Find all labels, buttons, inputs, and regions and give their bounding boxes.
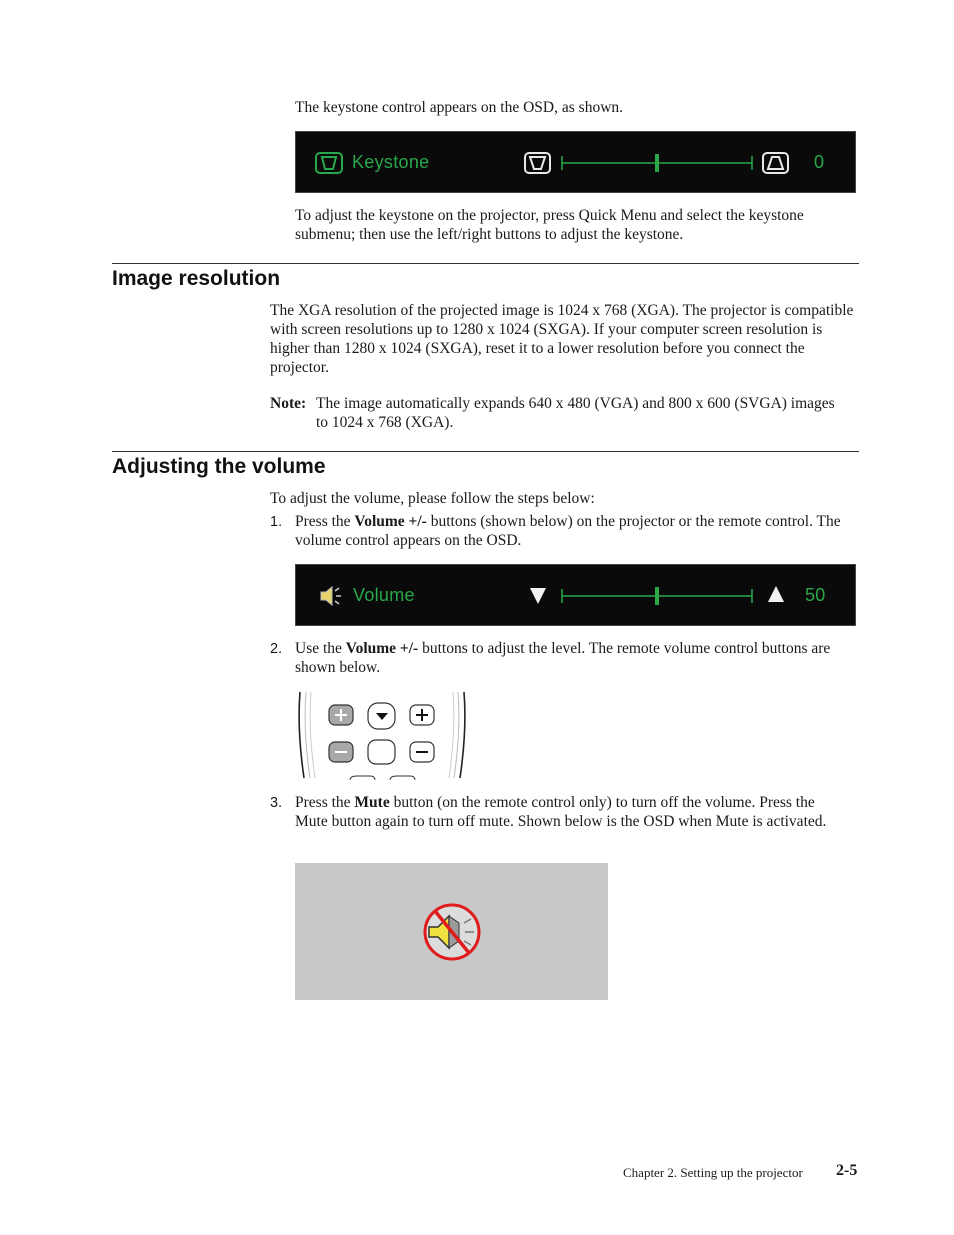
down-arrow-button[interactable] (368, 703, 395, 729)
keystone-slider-thumb[interactable] (655, 154, 659, 172)
mute-osd-panel (295, 863, 608, 1000)
volume-intro: To adjust the volume, please follow the steps below: (270, 490, 595, 507)
keystone-label: Keystone (352, 152, 430, 172)
volume-label: Volume (353, 585, 415, 605)
volume-osd-panel (295, 564, 856, 626)
volume-minus-button[interactable] (329, 742, 353, 762)
note-label: Note: (270, 395, 307, 412)
blank-button[interactable] (368, 740, 395, 764)
step-number: 2. (270, 641, 283, 657)
image-resolution-paragraph: The XGA resolution of the projected image is 1024 x 768 (XGA). The projector is compatible with screen resolutions up to 1280 x 1024 (SXGA). If your computer screen resolution is higher than 1280 x 1024 (SXGA), reset it to a lower resolution before you connect the projector. (270, 302, 854, 376)
keystone-osd-panel (295, 131, 856, 193)
keystone-instructions: To adjust the keystone on the projector, press Quick Menu and select the keystone submenu; then use the left/right buttons to adjust the keystone. (295, 207, 804, 243)
step-text: Press the Volume +/- buttons (shown below) on the projector or the remote control. The volume control appears on the OSD. (295, 513, 841, 549)
keystone-increase-icon[interactable] (762, 152, 789, 179)
section-divider (112, 451, 859, 452)
speaker-icon (318, 584, 344, 613)
volume-slider[interactable] (561, 585, 753, 612)
volume-up-icon[interactable] (767, 584, 785, 609)
keystone-value: 0 (814, 152, 825, 172)
volume-plus-button[interactable] (329, 705, 353, 725)
volume-heading: Adjusting the volume (112, 455, 326, 478)
step-text: Press the Mute button (on the remote control only) to turn off the volume. Press the Mute button again to turn off mute. Shown below is the OSD when Mute is activated. (295, 794, 827, 830)
step-1 (270, 512, 855, 550)
volume-down-icon[interactable] (529, 586, 547, 611)
image-resolution-heading: Image resolution (112, 267, 281, 290)
section-divider (112, 263, 859, 264)
keystone-slider[interactable] (561, 152, 753, 179)
note-text: The image automatically expands 640 x 480 (VGA) and 800 x 600 (SVGA) images to 1024 x 768 (XGA). (316, 395, 835, 431)
keystone-decrease-icon[interactable] (524, 152, 551, 179)
keystone-icon (315, 152, 343, 179)
volume-slider-thumb[interactable] (655, 587, 659, 605)
plus-button[interactable] (410, 705, 434, 725)
step-2 (270, 639, 855, 677)
volume-value: 50 (805, 585, 826, 605)
step-3 (270, 793, 855, 831)
minus-button[interactable] (410, 742, 434, 762)
step-number: 1. (270, 514, 283, 530)
page-number: 2-5 (836, 1162, 858, 1179)
remote-control-illustration (295, 690, 470, 780)
step-number: 3. (270, 795, 283, 811)
mute-icon (421, 903, 483, 966)
step-text: Use the Volume +/- buttons to adjust the level. The remote volume control buttons are shown below. (295, 640, 831, 676)
keystone-caption: The keystone control appears on the OSD, as shown. (295, 99, 624, 116)
footer-chapter: Chapter 2. Setting up the projector (623, 1165, 803, 1180)
